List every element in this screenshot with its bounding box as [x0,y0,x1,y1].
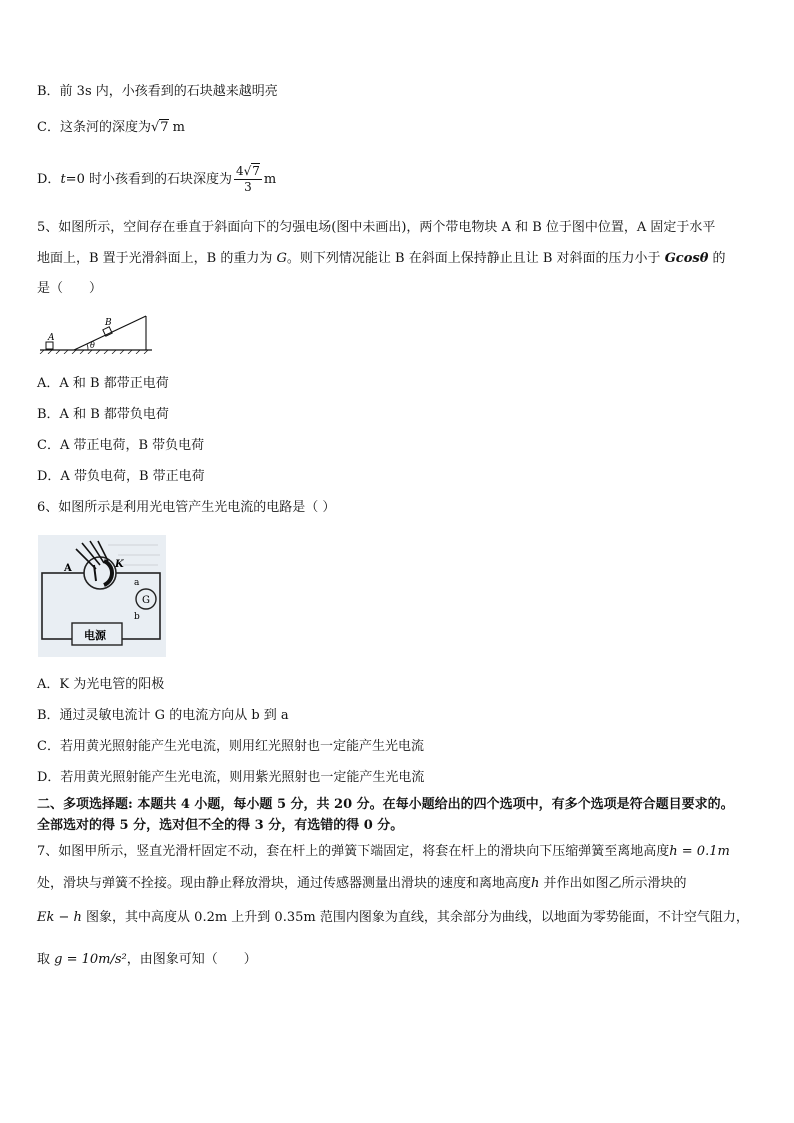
wire-label-a: a [134,578,140,588]
q7-ek-h-expression: Ek − h [37,910,82,925]
q6-option-d: D．若用黄光照射能产生光电流，则用紫光照射也一定能产生光电流 [37,770,425,785]
q7-line2-text-a: 处，滑块与弹簧不拴接。现由静止释放滑块，通过传感器测量出滑块的速度和离地高度 [37,876,532,891]
q5-stem-line1: 5、如图所示，空间存在垂直于斜面向下的匀强电场(图中未画出)，两个带电物块 A 和 B 位于图中位置，A 固定于水平 [37,220,716,235]
q7-height-expression: h = 0.1m [669,844,730,859]
q6-option-c: C．若用黄光照射能产生光电流，则用红光照射也一定能产生光电流 [37,739,424,754]
q7-line1-text: 7、如图甲所示，竖直光滑杆固定不动，套在杆上的弹簧下端固定，将套在杆上的滑块向下压缩弹簧至离地高度 [37,844,670,859]
block-b-label: B [105,318,112,328]
q5-option-c: C．A 带正电荷，B 带负电荷 [37,438,205,453]
q6-stem: 6、如图所示是利用光电管产生光电流的电路是（ ） [37,500,336,515]
q7-line4-text-a: 取 [37,952,55,967]
q4-option-d-fraction: $\frac{4√7}{3}$ [235,164,260,194]
q4-option-d-unit: m [263,172,277,187]
q5-option-a: A．A 和 B 都带正电荷 [37,376,169,391]
q7-line4-text-b: ，由图象可知（ ） [126,952,257,967]
q7-gravity-expression: g = 10m/s² [54,952,127,967]
q4-option-d-var: t [60,172,66,187]
q4-option-d-text: =0 时小孩看到的石块深度为 [65,172,232,187]
theta-label: θ [90,341,95,350]
block-a [46,342,53,349]
q5-option-b: B．A 和 B 都带负电荷 [37,407,169,422]
q6-option-a: A．K 为光电管的阳极 [37,677,165,692]
block-a-label: A [48,333,55,343]
fraction-denominator: 3 [244,180,252,194]
q7-var-h: h [531,876,540,891]
q7-stem-line1 [37,844,730,860]
ground-hatching [40,350,148,354]
q4-option-d [37,163,276,197]
galvanometer-label: G [142,595,150,606]
q5-line2-text-b: 。则下列情况能让 B 在斜面上保持静止且让 B 对斜面的压力小于 [286,251,665,266]
fraction-num-radicand: 7 [252,164,260,178]
sqrt-symbol: √ [150,120,160,135]
q7-stem-line2 [37,876,687,892]
wire-label-b: b [134,612,140,622]
phototube-circuit-figure [38,535,166,657]
q4-option-c-radicand: 7 [160,120,169,135]
q5-line2-text-a: 地面上，B 置于光滑斜面上，B 的重力为 [37,251,277,266]
q4-option-c-text: C．这条河的深度为 [37,120,151,135]
q5-option-d: D．A 带负电荷，B 带正电荷 [37,469,205,484]
incline-figure [38,312,154,354]
section2-heading-line2: 全部选对的得 5 分，选对但不全的得 3 分，有选错的得 0 分。 [37,818,404,833]
q5-line2-text-c: 的 [708,251,726,266]
q5-stem-line3: 是（ ） [37,281,103,296]
q4-option-c-unit: m [172,120,185,135]
q7-stem-line4 [37,952,257,968]
q4-option-c [37,120,185,136]
q5-var-gcos: Gcosθ [664,251,709,266]
section2-heading-line1: 二、多项选择题: 本题共 4 小题，每小题 5 分，共 20 分。在每小题给出的四个选项中，有多个选项是符合题目要求的。 [37,797,734,812]
angle-arc [87,344,88,350]
q4-option-b: B．前 3s 内，小孩看到的石块越来越明亮 [37,84,278,99]
q4-option-d-label: D． [37,172,61,187]
fraction-num-coef: 4 [235,164,244,178]
q5-var-g: G [276,251,287,266]
q7-stem-line3 [37,910,749,926]
power-source-label: 电源 [84,629,106,642]
q6-option-b: B．通过灵敏电流计 G 的电流方向从 b 到 a [37,708,289,723]
label-a: A [64,563,72,574]
q5-stem-line2 [37,251,726,267]
label-k: K [115,559,124,570]
q7-line3-text: 图象，其中高度从 0.2m 上升到 0.35m 范围内图象为直线，其余部分为曲线，以地面为零势能面，不计空气阻力， [81,910,749,925]
q7-line2-text-b: 并作出如图乙所示滑块的 [539,876,687,891]
